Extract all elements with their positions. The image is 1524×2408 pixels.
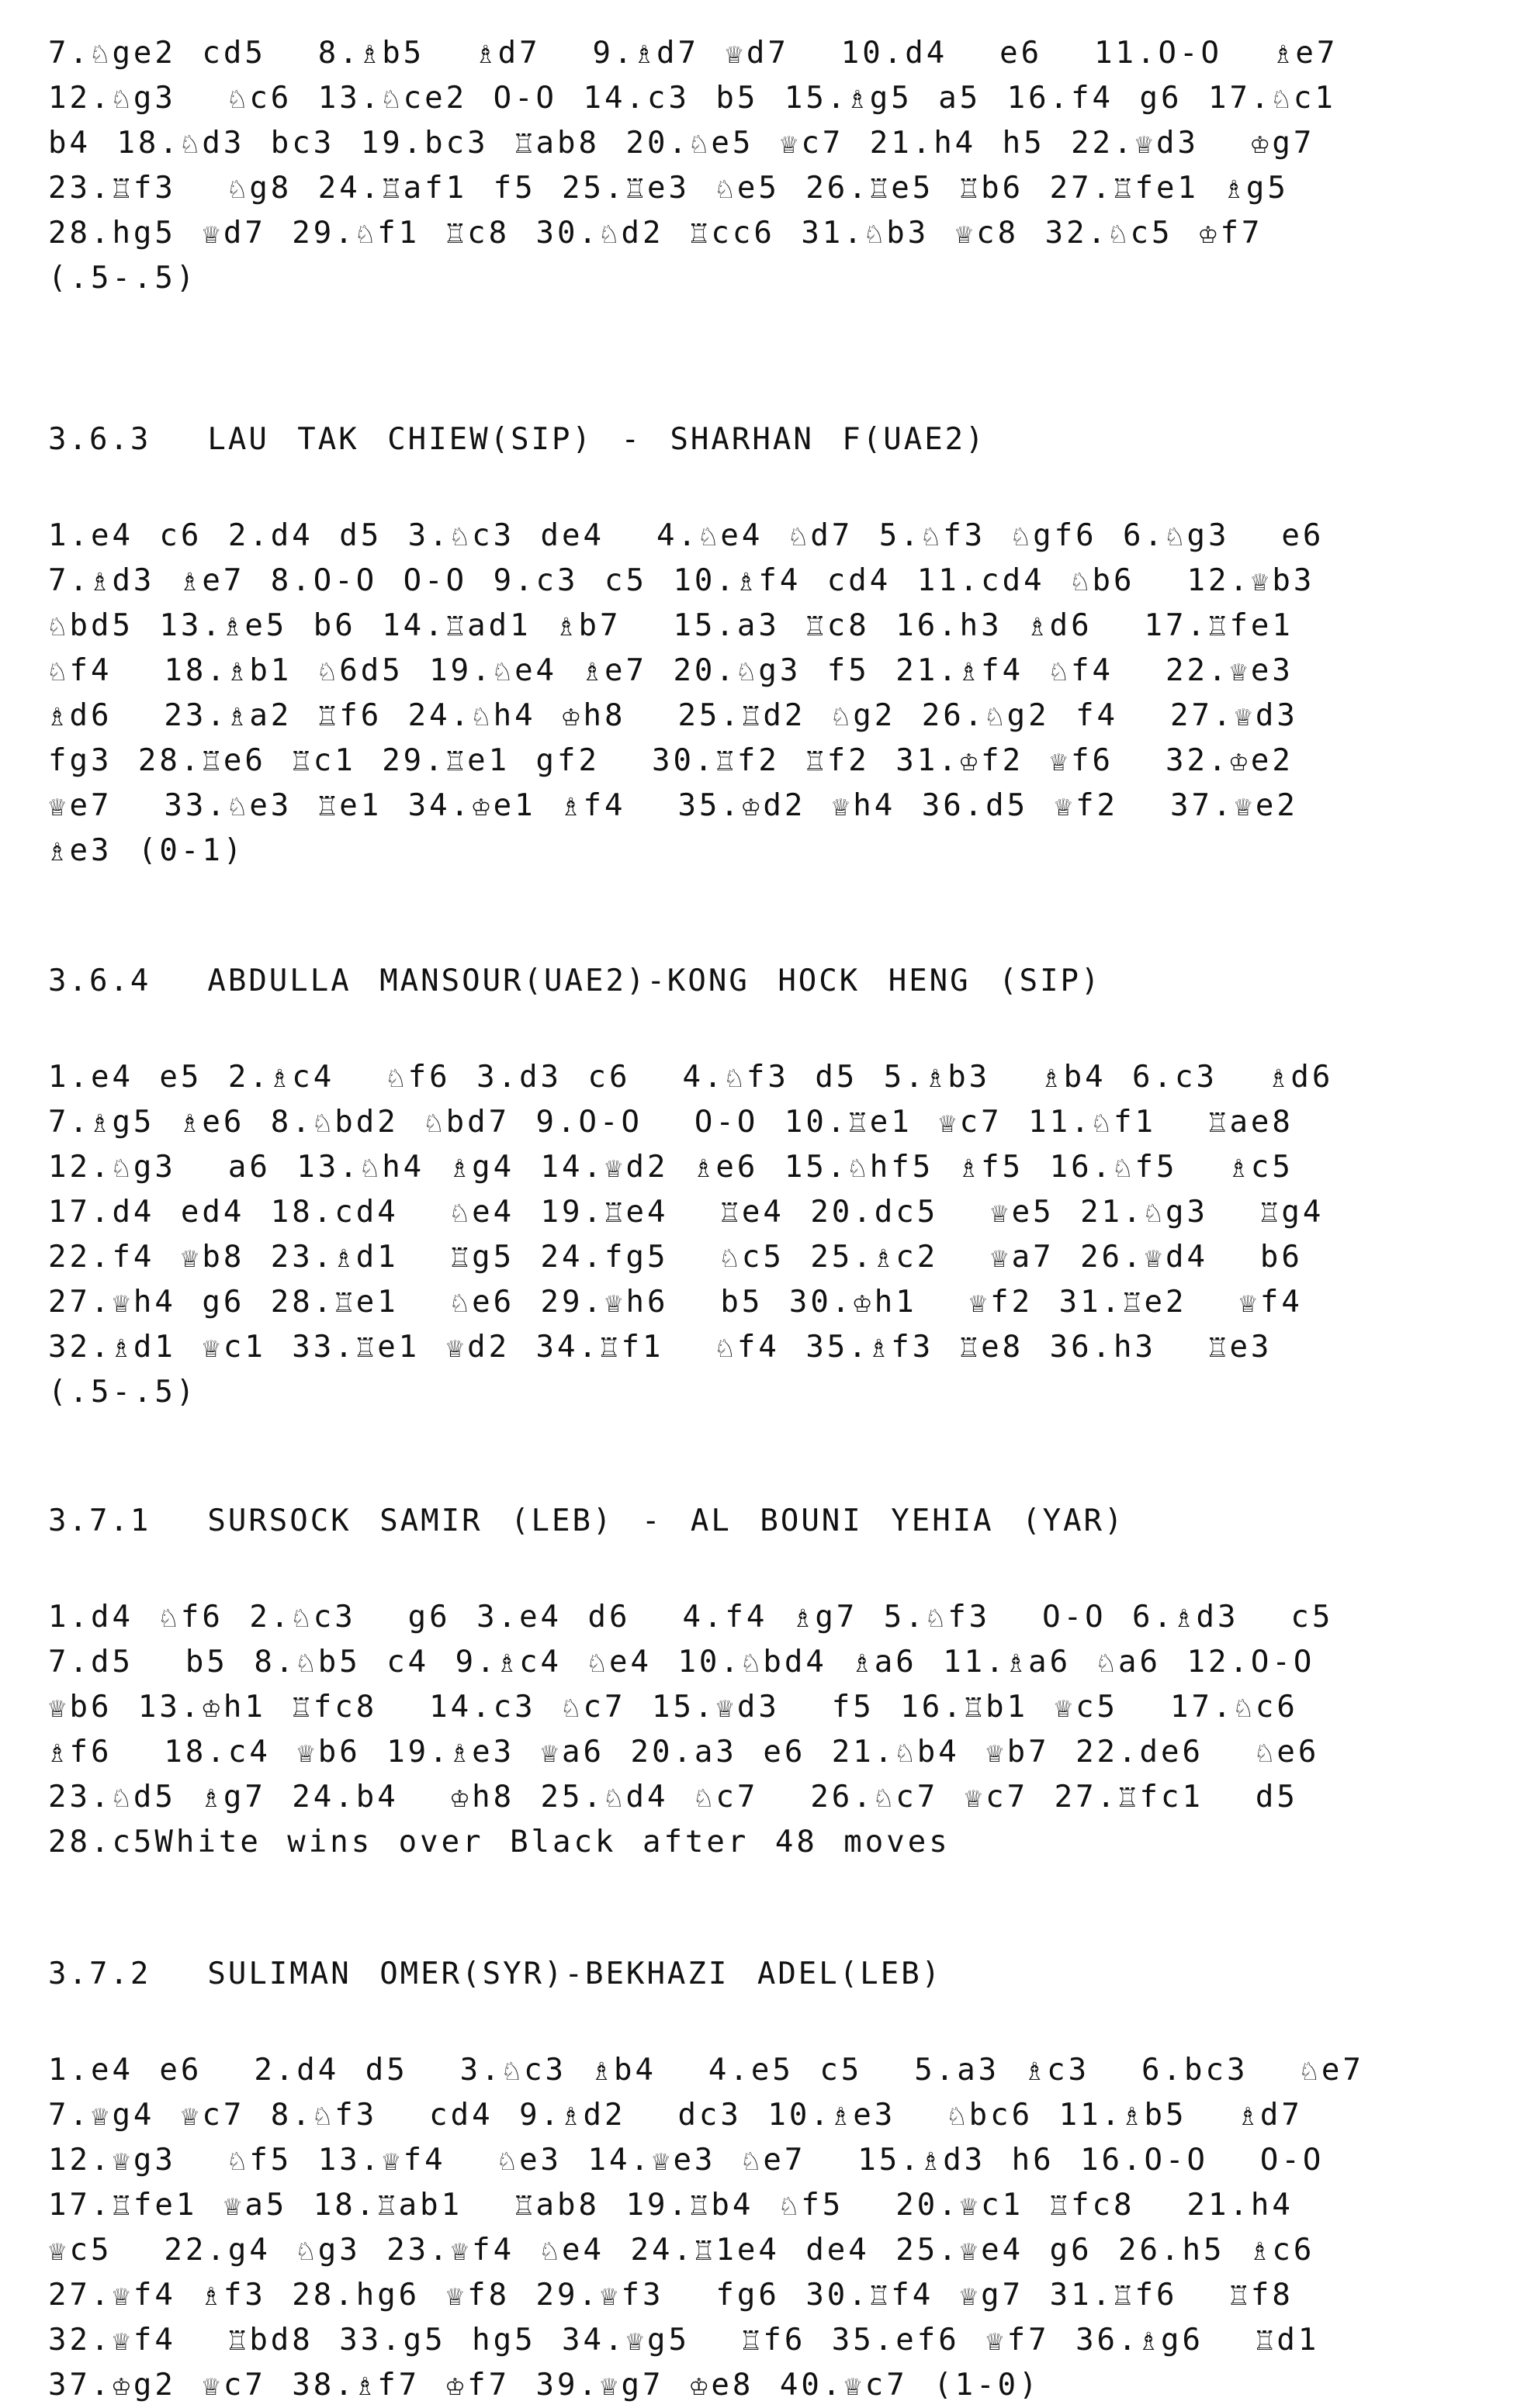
move-line: ♕e7 33.♘e3 ♖e1 34.♔e1 ♗f4 35.♔d2 ♕h4 36.d5 ♕f2 37.♕e2: [48, 788, 1298, 823]
move-line: 7.♘ge2 cd5 8.♗b5 ♗d7 9.♗d7 ♕d7 10.d4 e6 11.O-O ♗e7: [48, 36, 1339, 71]
move-line: 37.♔g2 ♕c7 38.♗f7 ♔f7 39.♕g7 ♔e8 40.♕c7 (1-0): [48, 2368, 1041, 2403]
move-line: 22.f4 ♕b8 23.♗d1 ♖g5 24.fg5 ♘c5 25.♗c2 ♕a7 26.♕d4 b6: [48, 1240, 1303, 1275]
move-line: ♘f4 18.♗b1 ♘6d5 19.♘e4 ♗e7 20.♘g3 f5 21.♗f4 ♘f4 22.♕e3: [48, 653, 1294, 688]
game-heading-3-7-1: 3.7.1 SURSOCK SAMIR (LEB) - AL BOUNI YEHIA (YAR): [48, 1503, 1125, 1538]
move-line: 12.♘g3 ♘c6 13.♘ce2 O-O 14.c3 b5 15.♗g5 a5 16.f4 g6 17.♘c1: [48, 81, 1336, 116]
move-line: 7.♕g4 ♕c7 8.♘f3 cd4 9.♗d2 dc3 10.♗e3 ♘bc6 11.♗b5 ♗d7: [48, 2098, 1303, 2133]
move-line: 32.♗d1 ♕c1 33.♖e1 ♕d2 34.♖f1 ♘f4 35.♗f3 ♖e8 36.h3 ♖e3: [48, 1330, 1273, 1365]
move-line: 7.♗d3 ♗e7 8.O-O O-O 9.c3 c5 10.♗f4 cd4 11.cd4 ♘b6 12.♕b3: [48, 563, 1315, 598]
move-line: 32.♕f4 ♖bd8 33.g5 hg5 34.♕g5 ♖f6 35.ef6 ♕f7 36.♗g6 ♖d1: [48, 2323, 1320, 2358]
move-line: ♕b6 13.♔h1 ♖fc8 14.c3 ♘c7 15.♕d3 f5 16.♖b1 ♕c5 17.♘c6: [48, 1690, 1298, 1725]
game-result: (.5-.5): [48, 1375, 198, 1410]
move-line: 1.e4 e5 2.♗c4 ♘f6 3.d3 c6 4.♘f3 d5 5.♗b3 ♗b4 6.c3 ♗d6: [48, 1060, 1334, 1095]
move-line: 27.♕h4 g6 28.♖e1 ♘e6 29.♕h6 b5 30.♔h1 ♕f2 31.♖e2 ♕f4: [48, 1285, 1303, 1320]
game-result: ♗e3 (0-1): [48, 833, 245, 868]
move-line: 27.♕f4 ♗f3 28.hg6 ♕f8 29.♕f3 fg6 30.♖f4 ♕g7 31.♖f6 ♖f8: [48, 2278, 1294, 2313]
move-line: 17.d4 ed4 18.cd4 ♘e4 19.♖e4 ♖e4 20.dc5 ♕e5 21.♘g3 ♖g4: [48, 1195, 1325, 1230]
move-line: 7.♗g5 ♗e6 8.♘bd2 ♘bd7 9.O-O O-O 10.♖e1 ♕c7 11.♘f1 ♖ae8: [48, 1105, 1294, 1140]
game-heading-3-6-3: 3.6.3 LAU TAK CHIEW(SIP) - SHARHAN F(UAE2): [48, 422, 986, 457]
move-line: 23.♖f3 ♘g8 24.♖af1 f5 25.♖e3 ♘e5 26.♖e5 ♖b6 27.♖fe1 ♗g5: [48, 171, 1289, 206]
move-line: ♗f6 18.c4 ♕b6 19.♗e3 ♕a6 20.a3 e6 21.♘b4 ♕b7 22.de6 ♘e6: [48, 1735, 1320, 1770]
move-line: 1.e4 c6 2.d4 d5 3.♘c3 de4 4.♘e4 ♘d7 5.♘f3 ♘gf6 6.♘g3 e6: [48, 518, 1325, 553]
move-line: ♗d6 23.♗a2 ♖f6 24.♘h4 ♔h8 25.♖d2 ♘g2 26.♘g2 f4 27.♕d3: [48, 698, 1298, 733]
move-line: 12.♘g3 a6 13.♘h4 ♗g4 14.♕d2 ♗e6 15.♘hf5 ♗f5 16.♘f5 ♗c5: [48, 1150, 1294, 1185]
move-line: 1.e4 e6 2.d4 d5 3.♘c3 ♗b4 4.e5 c5 5.a3 ♗c3 6.bc3 ♘e7: [48, 2053, 1364, 2088]
move-line: ♕c5 22.g4 ♘g3 23.♕f4 ♘e4 24.♖1e4 de4 25.♕e4 g6 26.h5 ♗c6: [48, 2233, 1315, 2268]
move-line: 7.d5 b5 8.♘b5 c4 9.♗c4 ♘e4 10.♘bd4 ♗a6 11.♗a6 ♘a6 12.O-O: [48, 1645, 1315, 1680]
game-result: 28.c5White wins over Black after 48 moves: [48, 1825, 951, 1860]
move-line: 12.♕g3 ♘f5 13.♕f4 ♘e3 14.♕e3 ♘e7 15.♗d3 h6 16.O-O O-O: [48, 2143, 1325, 2178]
game-heading-3-7-2: 3.7.2 SULIMAN OMER(SYR)-BEKHAZI ADEL(LEB): [48, 1956, 943, 1991]
move-line: b4 18.♘d3 bc3 19.bc3 ♖ab8 20.♘e5 ♕c7 21.h4 h5 22.♕d3 ♔g7: [48, 126, 1315, 161]
game-heading-3-6-4: 3.6.4 ABDULLA MANSOUR(UAE2)-KONG HOCK HENG (SIP): [48, 964, 1102, 998]
move-line: 28.hg5 ♕d7 29.♘f1 ♖c8 30.♘d2 ♖cc6 31.♘b3 ♕c8 32.♘c5 ♔f7: [48, 216, 1263, 251]
move-line: 17.♖fe1 ♕a5 18.♖ab1 ♖ab8 19.♖b4 ♘f5 20.♕c1 ♖fc8 21.h4: [48, 2188, 1294, 2223]
move-line: fg3 28.♖e6 ♖c1 29.♖e1 gf2 30.♖f2 ♖f2 31.♔f2 ♕f6 32.♔e2: [48, 743, 1294, 778]
move-line: ♘bd5 13.♗e5 b6 14.♖ad1 ♗b7 15.a3 ♖c8 16.h3 ♗d6 17.♖fe1: [48, 608, 1294, 643]
move-line: 1.d4 ♘f6 2.♘c3 g6 3.e4 d6 4.f4 ♗g7 5.♘f3 O-O 6.♗d3 c5: [48, 1600, 1334, 1635]
move-line: 23.♘d5 ♗g7 24.b4 ♔h8 25.♘d4 ♘c7 26.♘c7 ♕c7 27.♖fc1 d5: [48, 1780, 1298, 1815]
game-result: (.5-.5): [48, 261, 198, 296]
